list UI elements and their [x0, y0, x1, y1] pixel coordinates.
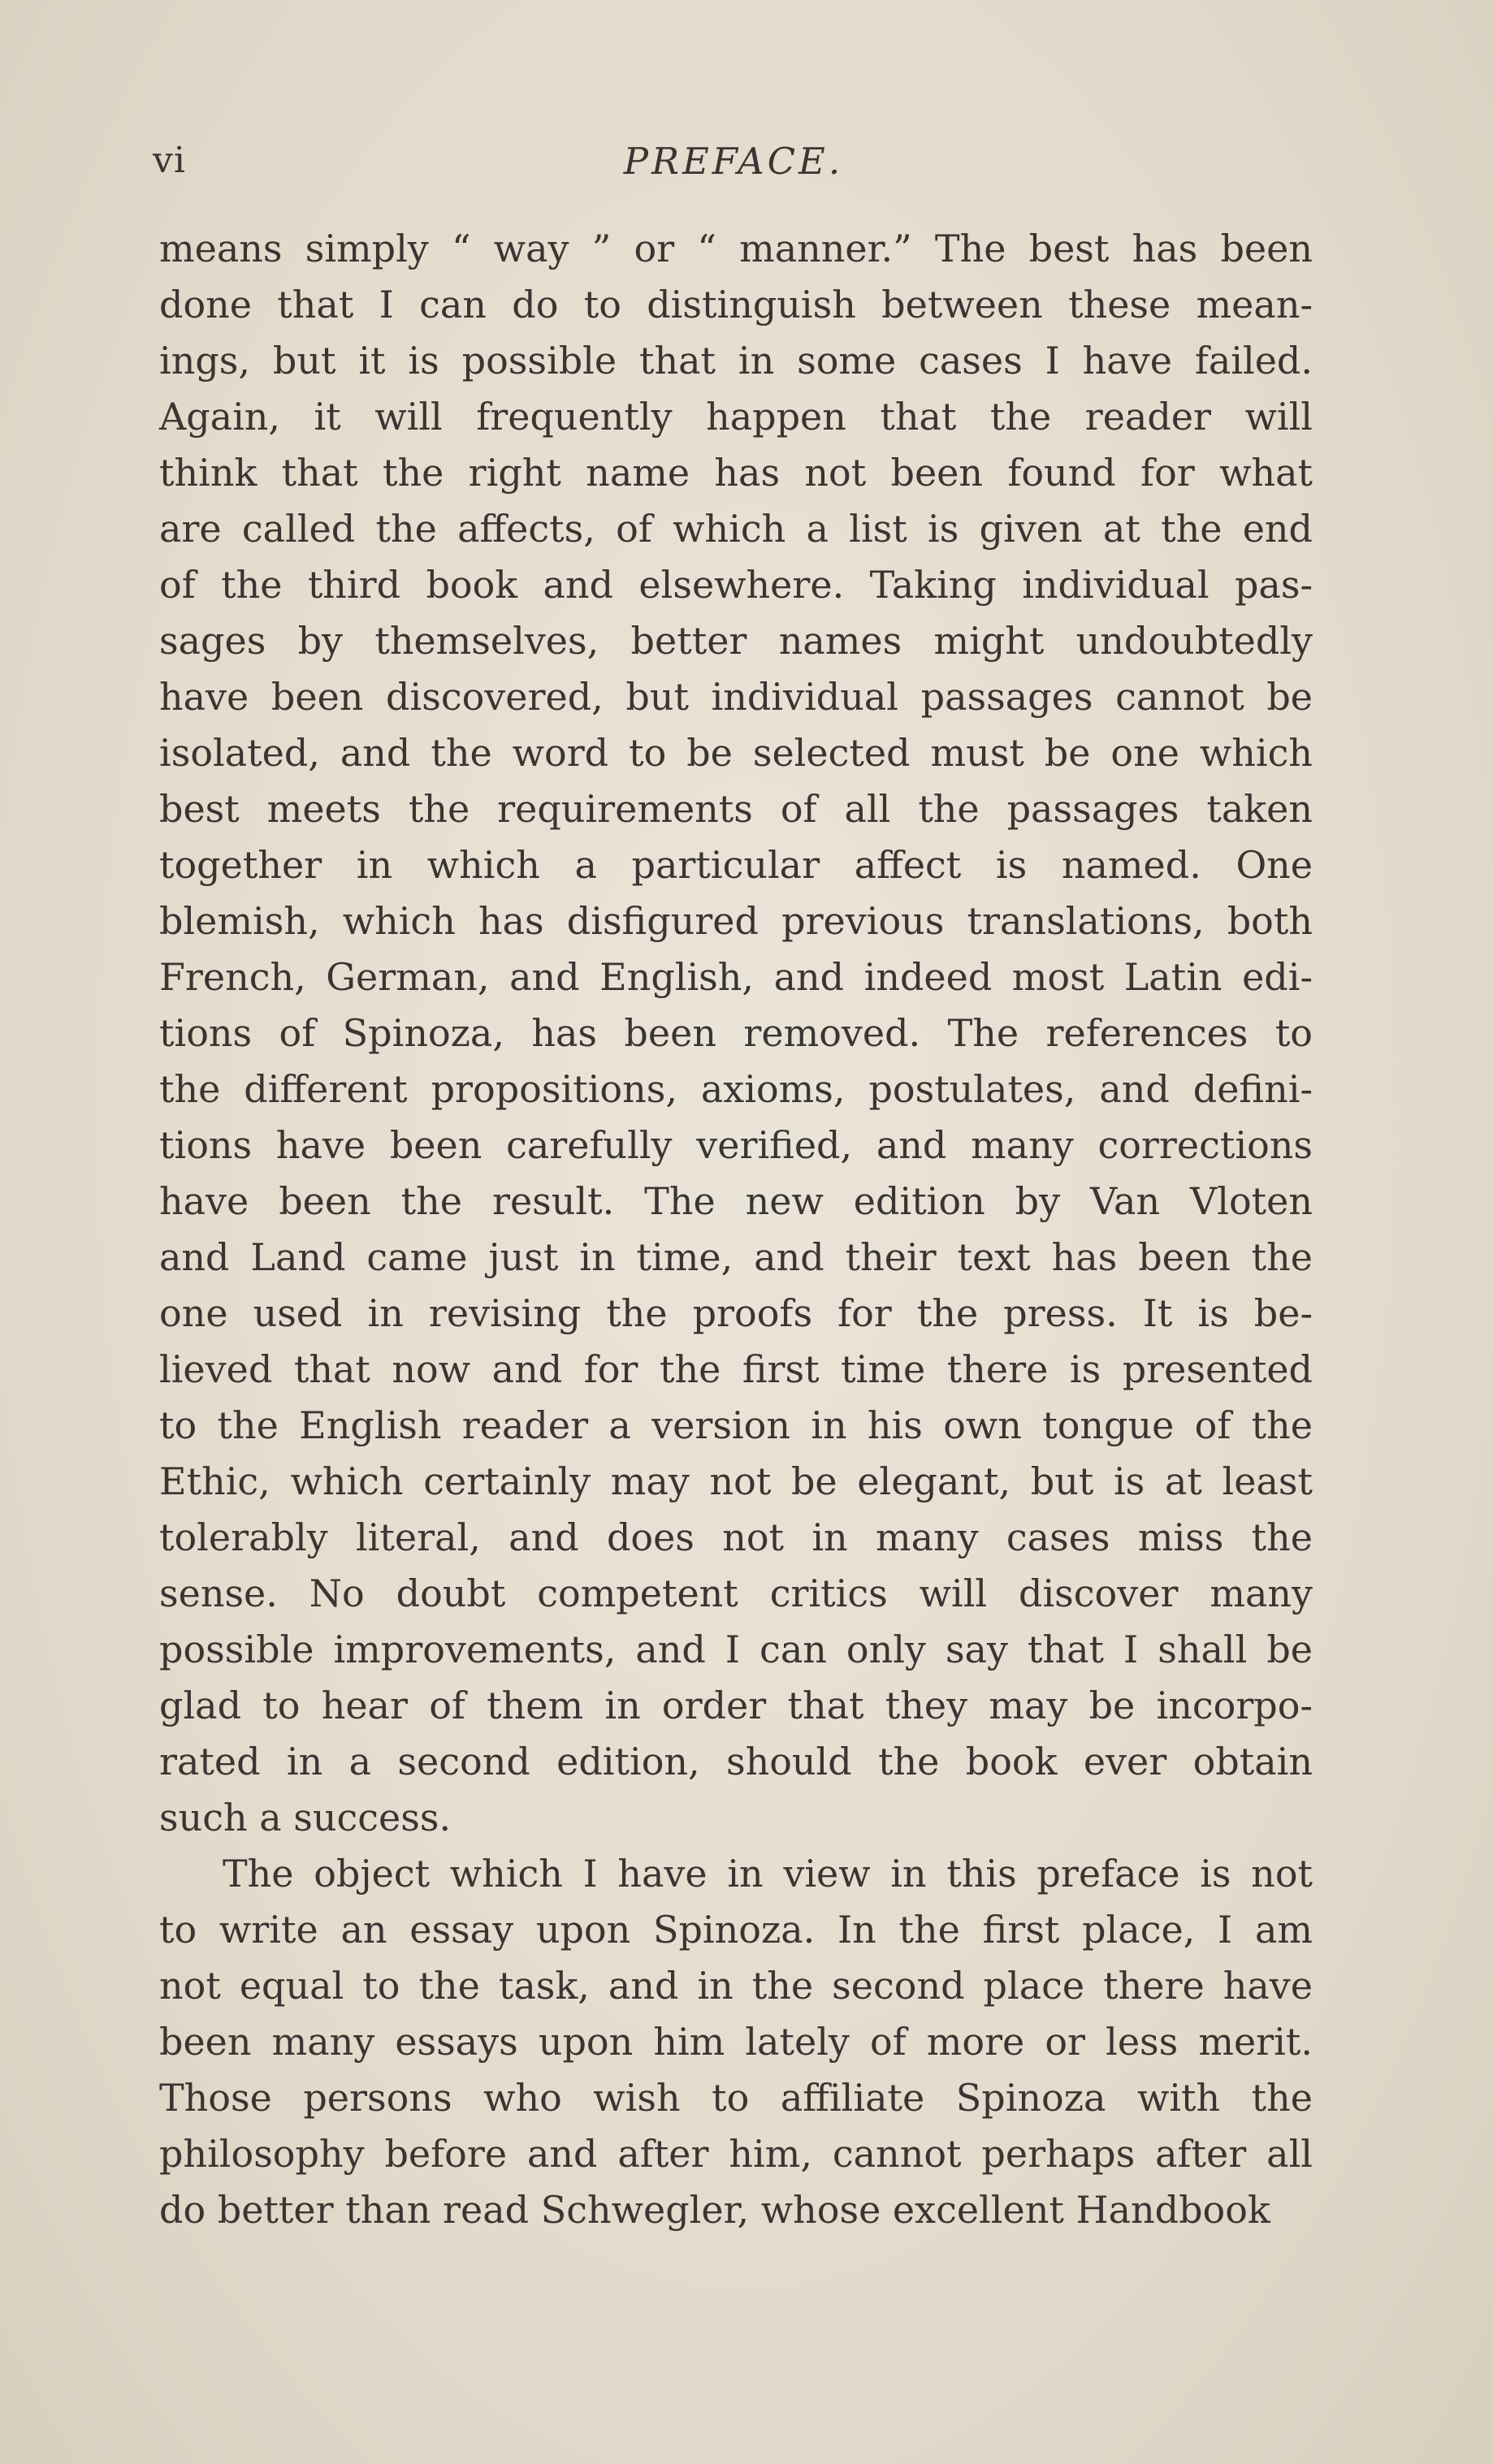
running-title: PREFACE. — [623, 140, 844, 183]
text-line: possible improvements, and I can only say that I shall be — [159, 1628, 1313, 1671]
text-line: philosophy before and after him, cannot perhaps after all — [159, 2132, 1313, 2176]
text-line: means simply “ way ” or “ manner.” The best has been — [159, 227, 1313, 270]
text-line: tolerably literal, and does not in many cases miss the — [159, 1515, 1313, 1559]
text-line: have been the result. The new edition by Van Vloten — [159, 1179, 1313, 1223]
text-line: and Land came just in time, and their text has been the — [159, 1235, 1313, 1279]
text-line: one used in revising the proofs for the press. It is be- — [159, 1291, 1313, 1335]
text-line: been many essays upon him lately of more or less merit. — [159, 2020, 1313, 2064]
text-line: not equal to the task, and in the second place there have — [159, 1964, 1313, 2008]
text-line: together in which a particular affect is named. One — [159, 843, 1313, 887]
text-line: are called the affects, of which a list is given at the end — [159, 507, 1313, 551]
paragraph — [159, 1846, 1313, 2238]
text-line: Again, it will frequently happen that the reader will — [159, 395, 1313, 439]
text-line: tions have been carefully verified, and many corrections — [159, 1123, 1313, 1167]
text-line: Ethic, which certainly may not be elegant, but is at least — [159, 1459, 1313, 1503]
text-line: best meets the requirements of all the passages taken — [159, 787, 1313, 831]
text-line: do better than read Schwegler, whose excellent Handbook — [159, 2188, 1270, 2232]
page-header — [153, 140, 1314, 197]
text-line: French, German, and English, and indeed most Latin edi- — [159, 955, 1313, 999]
text-line: such a success. — [159, 1796, 452, 1839]
text-line: The object which I have in view in this preface is not — [223, 1852, 1313, 1896]
text-line: sages by themselves, better names might undoubtedly — [159, 619, 1313, 663]
text-line: sense. No doubt competent critics will discover many — [159, 1571, 1313, 1615]
text-line: think that the right name has not been found for what — [159, 451, 1313, 495]
text-line: glad to hear of them in order that they may be incorpo- — [159, 1684, 1313, 1727]
text-line: rated in a second edition, should the book ever obtain — [159, 1740, 1313, 1783]
paragraph — [159, 221, 1313, 1846]
text-line: lieved that now and for the first time there is presented — [159, 1347, 1313, 1391]
text-line: of the third book and elsewhere. Taking individual pas- — [159, 563, 1313, 607]
body-text — [159, 221, 1313, 2238]
text-line: done that I can do to distinguish between these mean- — [159, 283, 1313, 326]
text-line: to the English reader a version in his own tongue of the — [159, 1403, 1313, 1447]
text-line: blemish, which has disfigured previous translations, both — [159, 899, 1313, 943]
text-line: ings, but it is possible that in some cases I have failed. — [159, 339, 1313, 383]
page-number: vi — [153, 140, 186, 181]
text-line: tions of Spinoza, has been removed. The references to — [159, 1011, 1313, 1055]
text-line: have been discovered, but individual passages cannot be — [159, 675, 1313, 719]
text-line: isolated, and the word to be selected must be one which — [159, 731, 1313, 775]
text-line: Those persons who wish to affiliate Spinoza with the — [159, 2076, 1313, 2120]
text-line: the different propositions, axioms, postulates, and defini- — [159, 1067, 1313, 1111]
text-line: to write an essay upon Spinoza. In the first place, I am — [159, 1908, 1313, 1952]
